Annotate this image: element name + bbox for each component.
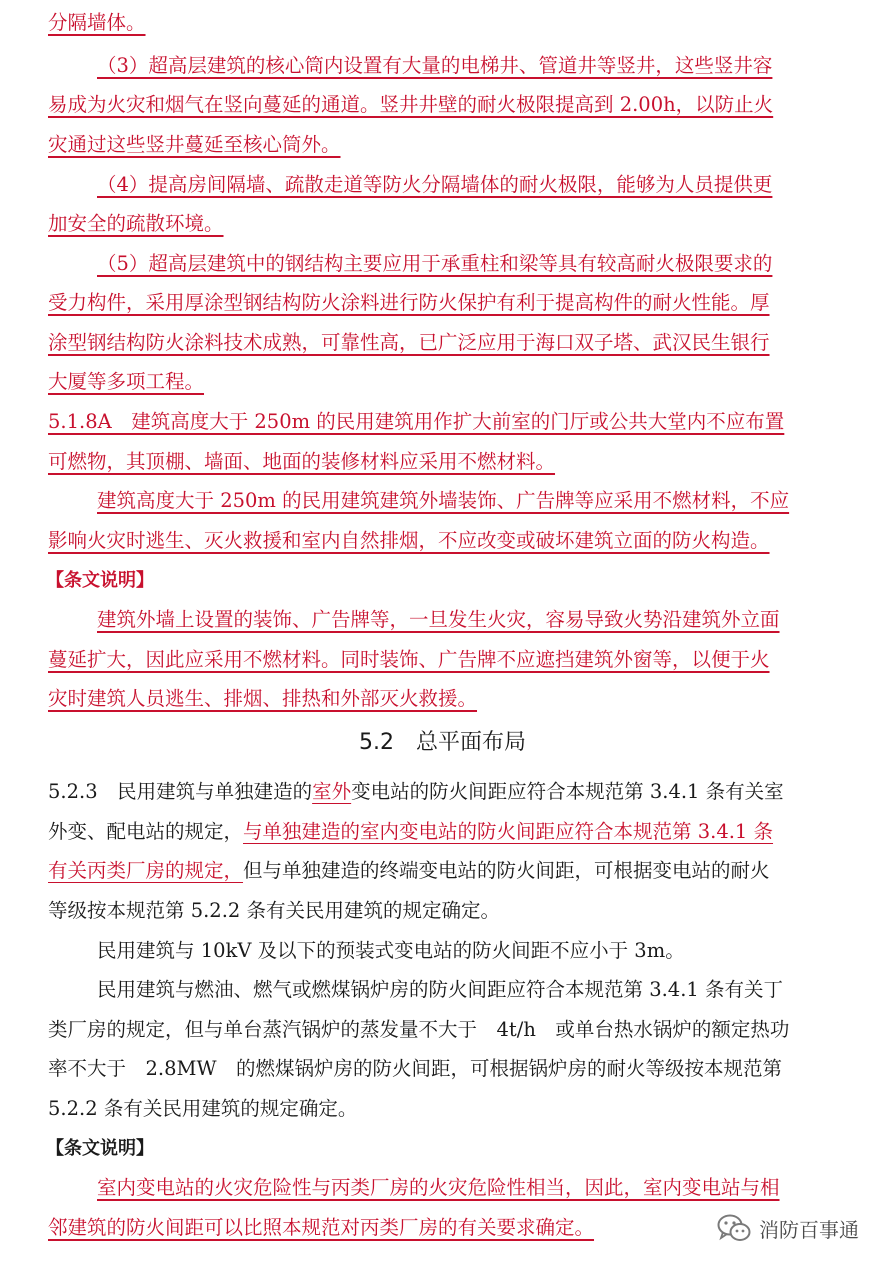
text-line: 分隔墙体。 — [48, 11, 146, 34]
note-label: 【条文说明】 — [46, 1138, 154, 1159]
text-line: 等级按本规范第 5.2.2 条有关民用建筑的规定确定。 — [48, 899, 501, 922]
text-line: 建筑高度大于 250m 的民用建筑建筑外墙装饰、广告牌等应采用不燃材料，不应 — [97, 489, 790, 512]
text-line: 率不大于 2.8MW 的燃煤锅炉房的防火间距，可根据锅炉房的耐火等级按本规范第 — [48, 1057, 783, 1080]
text-line: 影响火灾时逃生、灭火救援和室内自然排烟，不应改变或破坏建筑立面的防火构造。 — [48, 529, 770, 552]
clause-5-1-8a-line: 5.1.8A 建筑高度大于 250m 的民用建筑用作扩大前室的门厅或公共大堂内不应布置 — [48, 410, 785, 433]
watermark — [717, 1213, 859, 1243]
text-line: 有关丙类厂房的规定，但与单独建造的终端变电站的防火间距，可根据变电站的耐火 — [48, 859, 770, 882]
note-label: 【条文说明】 — [46, 570, 154, 591]
text-line: 易成为火灾和烟气在竖向蔓延的通道。竖井井壁的耐火极限提高到 2.00h，以防止火 — [48, 93, 774, 116]
note-line: 蔓延扩大，因此应采用不燃材料。同时装饰、广告牌不应遮挡建筑外窗等，以便于火 — [48, 648, 770, 671]
text-line: （3）超高层建筑的核心筒内设置有大量的电梯井、管道井等竖井，这些竖井容 — [97, 54, 773, 77]
section-title: 总平面布局 — [415, 730, 526, 755]
text-line: 外变、配电站的规定，与单独建造的室内变电站的防火间距应符合本规范第 3.4.1 条 — [48, 820, 774, 843]
text-line: 大厦等多项工程。 — [48, 370, 205, 393]
note-line: 室内变电站的火灾危险性与丙类厂房的火灾危险性相当，因此，室内变电站与相 — [97, 1176, 780, 1199]
text-line: 民用建筑与 10kV 及以下的预装式变电站的防火间距不应小于 3m。 — [97, 939, 685, 962]
section-heading — [0, 728, 885, 758]
watermark-text: 消防百事通 — [759, 1217, 859, 1242]
text-line: 5.2.2 条有关民用建筑的规定确定。 — [48, 1097, 358, 1120]
text-line: （4）提高房间隔墙、疏散走道等防火分隔墙体的耐火极限，能够为人员提供更 — [97, 173, 773, 196]
note-line: 建筑外墙上设置的装饰、广告牌等，一旦发生火灾，容易导致火势沿建筑外立面 — [97, 608, 780, 631]
text-line: 可燃物，其顶棚、墙面、地面的装修材料应采用不燃材料。 — [48, 450, 556, 473]
section-number: 5.2 — [358, 730, 394, 755]
text-line: 类厂房的规定，但与单台蒸汽锅炉的蒸发量不大于 4t/h 或单台热水锅炉的额定热功 — [48, 1018, 790, 1041]
text-line: 灾通过这些竖井蔓延至核心筒外。 — [48, 133, 341, 156]
note-line: 灾时建筑人员逃生、排烟、排热和外部灭火救援。 — [48, 687, 478, 710]
text-line: 民用建筑与燃油、燃气或燃煤锅炉房的防火间距应符合本规范第 3.4.1 条有关丁 — [97, 978, 784, 1001]
note-line: 邻建筑的防火间距可以比照本规范对丙类厂房的有关要求确定。 — [48, 1216, 595, 1239]
text-line: 涂型钢结构防火涂料技术成熟，可靠性高，已广泛应用于海口双子塔、武汉民生银行 — [48, 331, 770, 354]
clause-5-2-3-line: 5.2.3 民用建筑与单独建造的室外变电站的防火间距应符合本规范第 3.4.1 条有关室 — [48, 780, 784, 803]
text-line: 受力构件，采用厚涂型钢结构防火涂料进行防火保护有利于提高构件的耐火性能。厚 — [48, 291, 770, 314]
wechat-icon — [717, 1213, 751, 1243]
text-line: 加安全的疏散环境。 — [48, 212, 224, 235]
text-line: （5）超高层建筑中的钢结构主要应用于承重柱和梁等具有较高耐火极限要求的 — [97, 252, 773, 275]
